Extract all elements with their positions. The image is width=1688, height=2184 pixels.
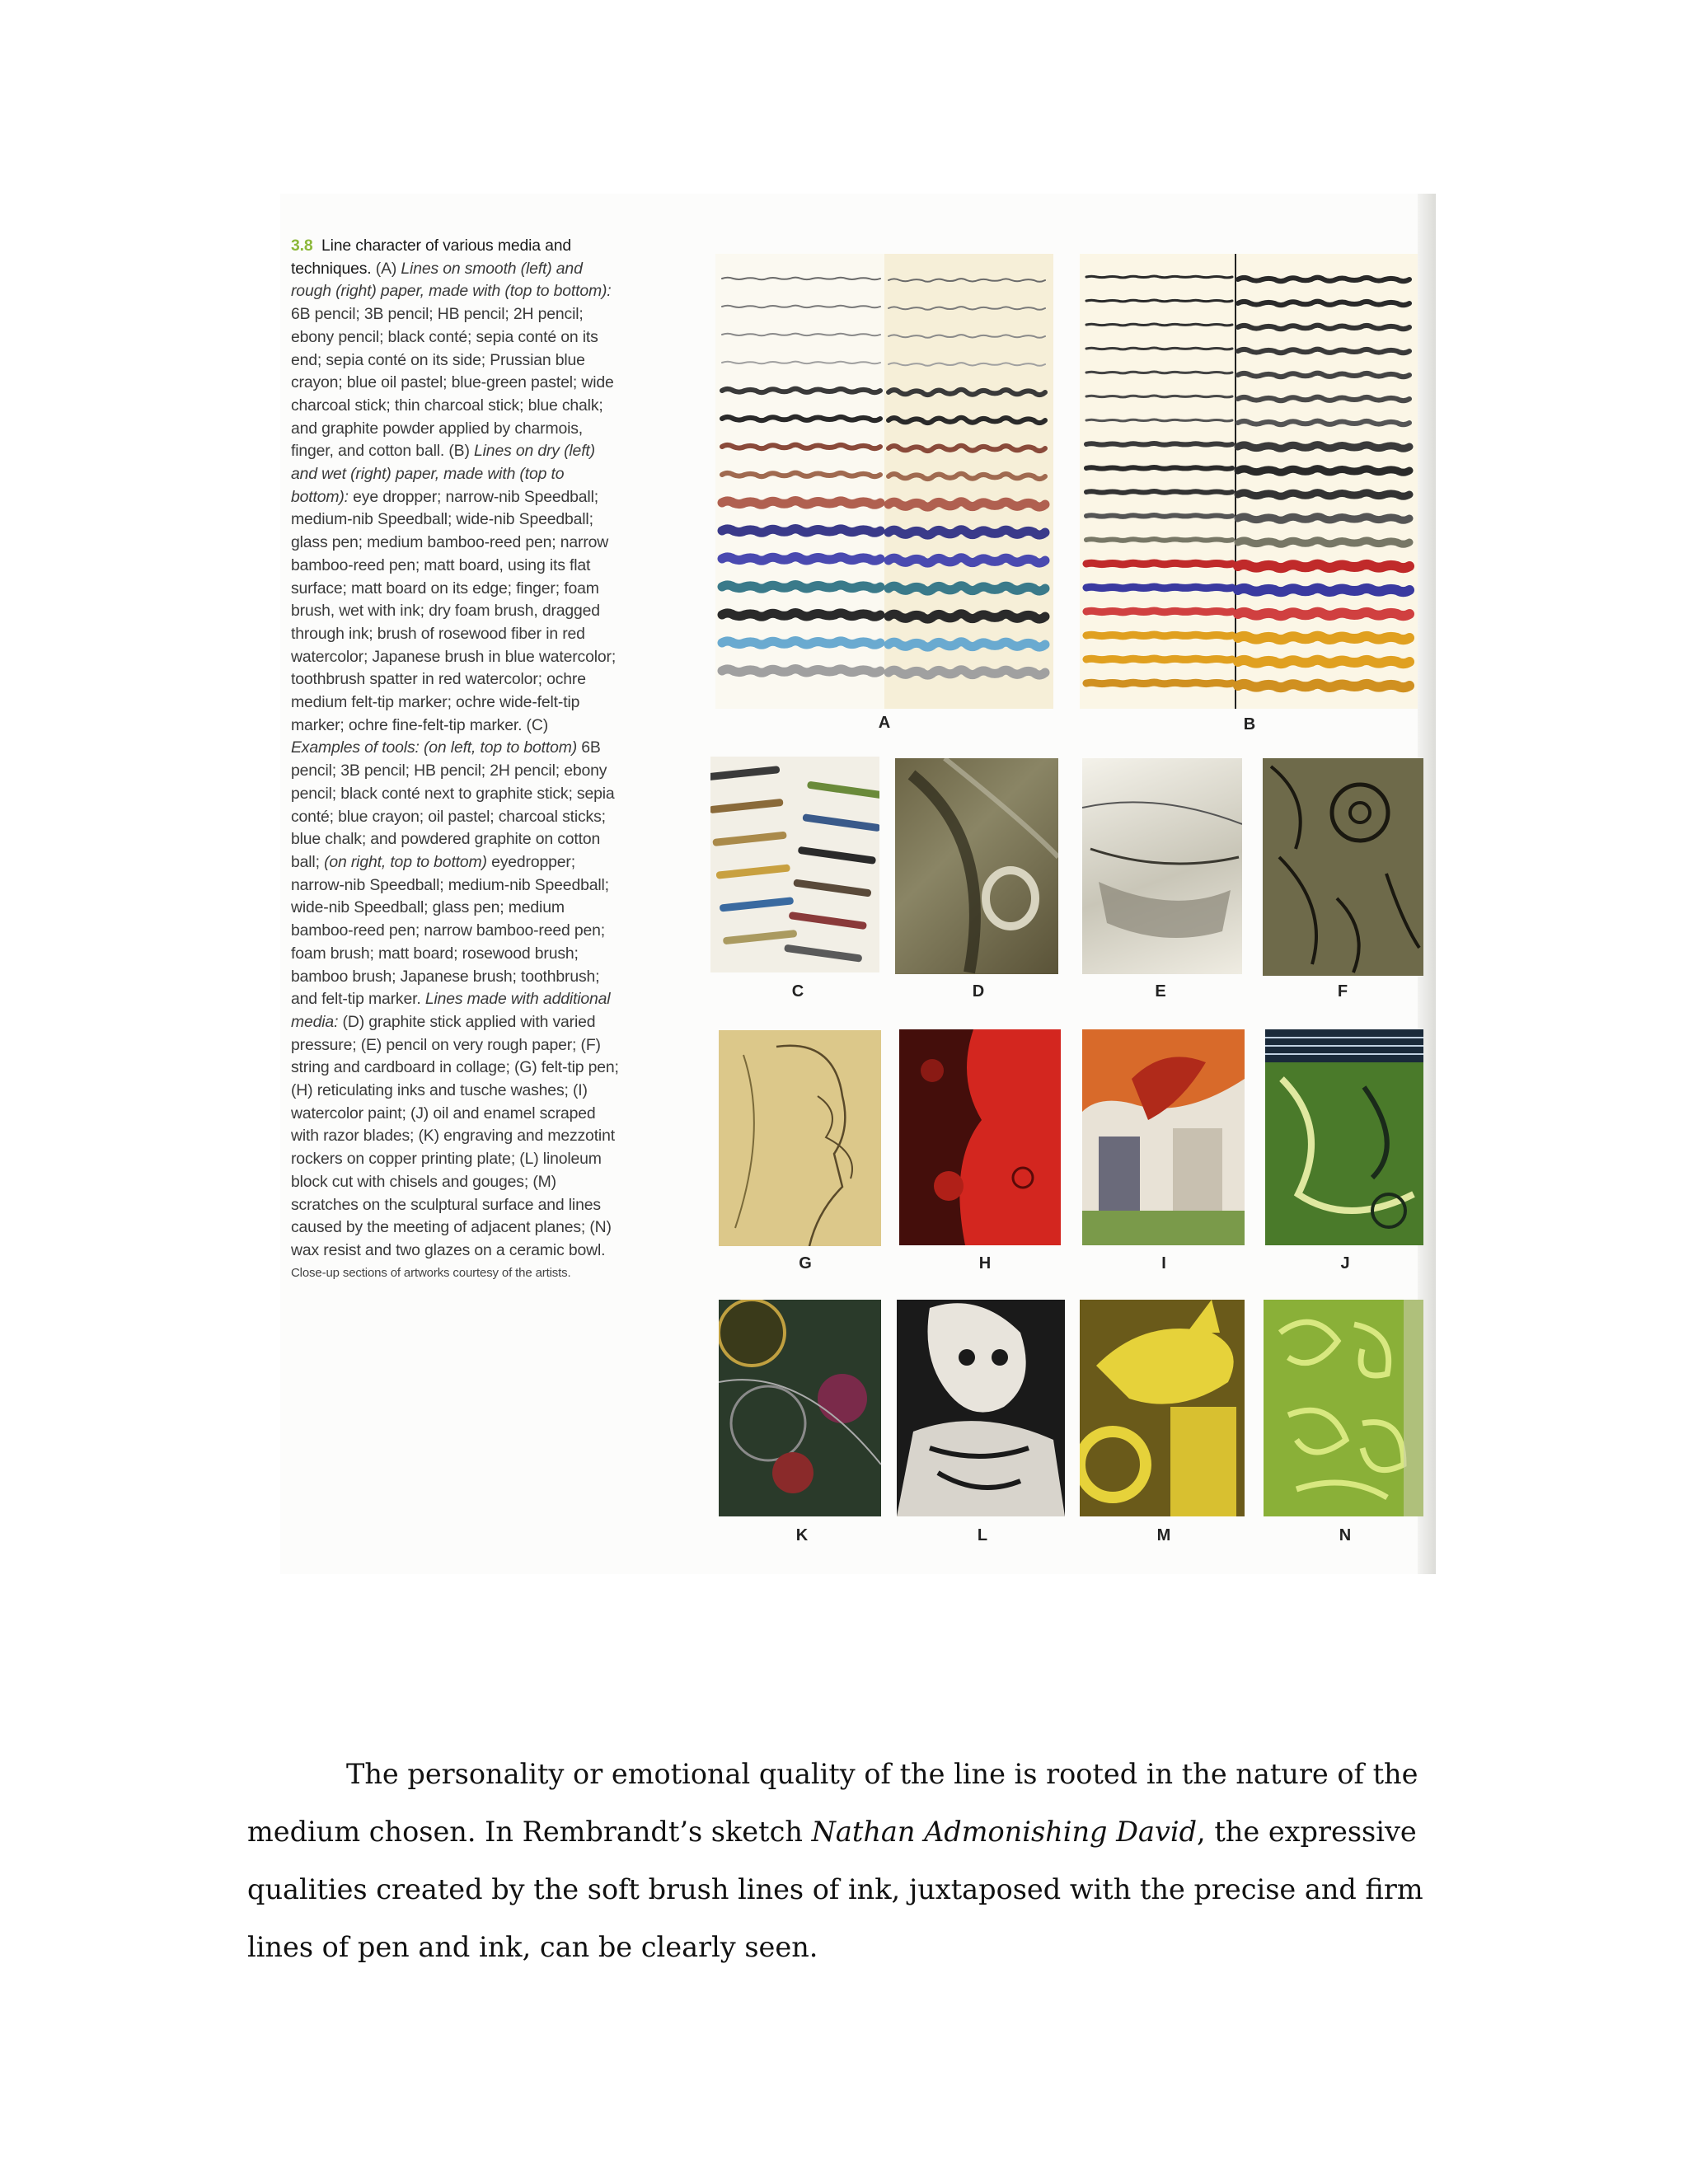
figure-credit: Close-up sections of artworks courtesy of the artists. [291,1265,571,1280]
panel-b-stroke [1086,682,1232,684]
panel-label-h: H [978,1254,992,1272]
panel-a-stroke [889,279,1045,282]
panel-b-stroke [1086,635,1232,636]
panel-b-stroke [1086,324,1232,326]
panel-a-stroke [722,529,880,533]
panel-label-m: M [1156,1526,1171,1544]
caption-segment: Lines made with additional media: [291,990,611,1031]
panel-b-stroke [1086,491,1232,493]
panel-a-stroke [889,363,1045,366]
watercolor-house-icon [1082,1029,1245,1245]
tool-shape [723,930,797,944]
paragraph-text-end: , the expressive qualities created by the soft brush lines of ink, juxtaposed with the precise and firm lines of pen and ink, can be clearly seen. [247,1816,1423,1963]
panel-label-e: E [1155,982,1166,1001]
panel-b-stroke [1086,300,1232,302]
panel-j-oil-enamel [1265,1029,1423,1245]
tool-shape [798,846,876,865]
panel-a-stroke [889,558,1045,563]
panel-a-strokes [715,254,1053,709]
panel-a-stroke [889,335,1045,338]
panel-b-stroke [1238,373,1409,377]
panel-b-stroke [1238,397,1409,401]
caption-segment: (on right, top to bottom) [324,852,487,871]
panel-h-reticulating-inks [899,1029,1061,1245]
panel-a-stroke [722,362,880,364]
face-profile-icon [719,1030,881,1246]
caption-segment: Line character of various media and techniques. [291,237,572,278]
panel-b-stroke [1238,421,1409,425]
panel-a-stroke [722,557,880,561]
paragraph-text-start: The personality or emotional quality of the line is rooted in the nature of the medium chosen. In Rembrandt’s sketch [247,1758,1418,1848]
panel-a-stroke [889,670,1045,675]
yellow-rabbit-icon [1080,1300,1245,1516]
panel-b-stroke [1086,587,1232,588]
panel-label-d: D [972,982,985,1001]
panel-d-graphite-stick [895,758,1058,974]
panel-b-stroke [1238,302,1409,306]
tool-shape [789,912,867,930]
caption-segment: eyedropper; narrow-nib Speedball; medium-nib Speedball; wide-nib Speedball; glass pen; medium bamboo-reed pen; narrow bamboo-reed pen; foam brush; matt board; rosewood brush; bamboo brush; Japanese brush; toothbrush; and felt-tip marker. [291,852,609,1009]
panel-c-tools-photo [710,757,879,972]
wax-resist-pattern-icon [1264,1300,1423,1516]
panel-label-i: I [1161,1254,1166,1272]
panel-a-stroke [889,390,1045,395]
ink-blot-icon [899,1029,1061,1245]
artwork-title: Nathan Admonishing David [811,1816,1198,1848]
panel-a-stroke [889,642,1045,647]
panel-a-stroke [889,418,1045,423]
panel-f-string-collage [1263,758,1423,976]
panel-b-stroke [1238,636,1409,640]
panel-m-sculpture [1080,1300,1245,1516]
panel-label-f: F [1337,982,1348,1001]
panel-a-stroke [722,445,880,449]
panel-b-stroke [1086,563,1232,565]
caption-segment: eye dropper; narrow-nib Speedball; medium-nib Speedball; wide-nib Speedball; glass pen; medium bamboo-reed pen; narrow bamboo-reed pen; matt board, using its flat surface; matt board on its edge; finger; foam brush, wet with ink; dry foam brush, dragged through ink; brush of rosewood fiber in red watercolor; Japanese brush in blue watercolor; toothbrush spatter in red watercolor; ochre medium felt-tip marker; ochre wide-felt-tip marker; ochre fine-felt-tip marker. (C) [291,487,617,734]
panel-b-stroke [1238,565,1409,569]
panel-a-line-samples [715,254,1053,709]
panel-a-stroke [722,501,880,505]
panel-a-stroke [722,585,880,589]
panel-b-stroke [1086,539,1232,541]
panel-e-pencil-rough-paper [1082,758,1242,974]
panel-label-c: C [791,982,804,1001]
panel-label-k: K [795,1526,809,1544]
panel-b-stroke [1086,658,1232,660]
drawing-tools-icon [710,757,879,972]
panel-b-stroke [1238,469,1409,473]
caption-segment: Lines on smooth (left) and rough (right) paper, made with (top to bottom): [291,259,612,301]
panel-b-stroke [1238,588,1409,593]
panel-a-stroke [722,613,880,617]
panel-label-l: L [977,1526,988,1544]
panel-label-g: G [799,1254,812,1272]
panel-b-stroke [1086,443,1232,445]
panel-l-linoleum-block [897,1300,1065,1516]
panel-b-stroke [1238,517,1409,521]
panel-i-watercolor [1082,1029,1245,1245]
panel-a-stroke [889,530,1045,535]
caption-segment: 6B pencil; 3B pencil; HB pencil; 2H pencil; ebony pencil; black conté next to graphite stick; sepia conté; blue crayon; oil pastel; charcoal sticks; blue chalk; and powdered graphite on cotton ball; [291,738,615,871]
caption-segment: (D) graphite stick applied with varied pressure; (E) pencil on very rough paper; (F) string and cardboard in collage; (G) felt-tip pen; (H) reticulating inks and tusche washes; (I) watercolor paint; (J) oil and enamel scraped with razor blades; (K) engraving and mezzotint rockers on copper printing plate; (L) linoleum block cut with chisels and gouges; (M) scratches on the sculptural surface and lines caused by the meeting of adjacent planes; (N) wax resist and two glazes on a ceramic bowl. [291,1012,619,1259]
panel-k-engraving [719,1300,881,1516]
panel-n-ceramic-wax-resist [1264,1300,1423,1516]
panel-a-stroke [722,669,880,673]
panel-a-stroke [889,307,1045,310]
panel-label-j: J [1340,1254,1350,1272]
panel-b-ink-lines [1080,254,1418,709]
scraped-enamel-icon [1265,1029,1423,1245]
tool-shape [710,766,780,780]
caption-segment: 6B pencil; 3B pencil; HB pencil; 2H pencil; ebony pencil; black conté; sepia conté on its end; sepia conté on its side; Prussian blue crayon; blue oil pastel; blue-green pastel; wide charcoal stick; thin charcoal stick; blue chalk; and graphite powder applied by charmois, finger, and cotton ball. (B) [291,305,614,461]
panel-a-stroke [722,641,880,645]
panel-a-stroke [722,306,880,308]
panel-a-stroke [889,446,1045,451]
panel-a-stroke [722,278,880,280]
panel-a-stroke [722,334,880,336]
string-figure-icon [1263,758,1423,976]
caption-text [291,237,619,1259]
panel-b-strokes [1080,254,1418,709]
linocut-figure-icon [897,1300,1065,1516]
panel-a-stroke [889,502,1045,507]
panel-b-stroke [1238,684,1409,688]
panel-a-stroke [889,614,1045,619]
panel-label-a: A [878,714,891,732]
panel-g-felt-tip-pen [719,1030,881,1246]
panel-b-stroke [1238,660,1409,664]
caption-segment: Lines on dry (left) and wet (right) paper, made with (top to bottom): [291,442,595,506]
mezzotint-circles-icon [719,1300,881,1516]
panel-label-b: B [1243,715,1256,733]
panel-b-stroke [1238,326,1409,330]
tool-shape [710,799,784,813]
tool-shape [784,944,862,963]
caption-segment: (A) [375,259,401,278]
boat-sketch-icon [1082,758,1242,974]
panel-b-stroke [1238,349,1409,354]
panel-b-stroke [1086,396,1232,397]
panel-b-stroke [1238,445,1409,449]
panel-b-stroke [1238,278,1409,282]
figure-caption [291,235,621,1282]
panel-a-stroke [889,586,1045,591]
panel-a-stroke [722,473,880,477]
tool-shape [712,832,786,846]
tool-shape [716,864,790,879]
graphite-swirl-icon [895,758,1058,974]
tool-shape [807,781,879,799]
panel-b-stroke [1086,372,1232,373]
panel-a-stroke [889,474,1045,479]
figure-number: 3.8 [291,237,313,255]
body-paragraph [247,1746,1426,1976]
tool-shape [802,813,879,832]
panel-b-stroke [1086,467,1232,469]
panel-b-stroke [1086,276,1232,278]
panel-a-stroke [722,417,880,421]
panel-b-stroke [1238,541,1409,545]
panel-b-stroke [1086,515,1232,517]
panel-b-stroke [1086,611,1232,612]
panel-b-stroke [1238,612,1409,616]
tool-shape [720,897,794,912]
panel-b-stroke [1086,419,1232,421]
caption-segment: Examples of tools: (on left, top to bottom) [291,738,578,757]
panel-label-n: N [1339,1526,1352,1544]
panel-b-stroke [1238,493,1409,497]
panel-b-stroke [1086,348,1232,349]
panel-a-stroke [722,389,880,393]
tool-shape [793,879,871,897]
